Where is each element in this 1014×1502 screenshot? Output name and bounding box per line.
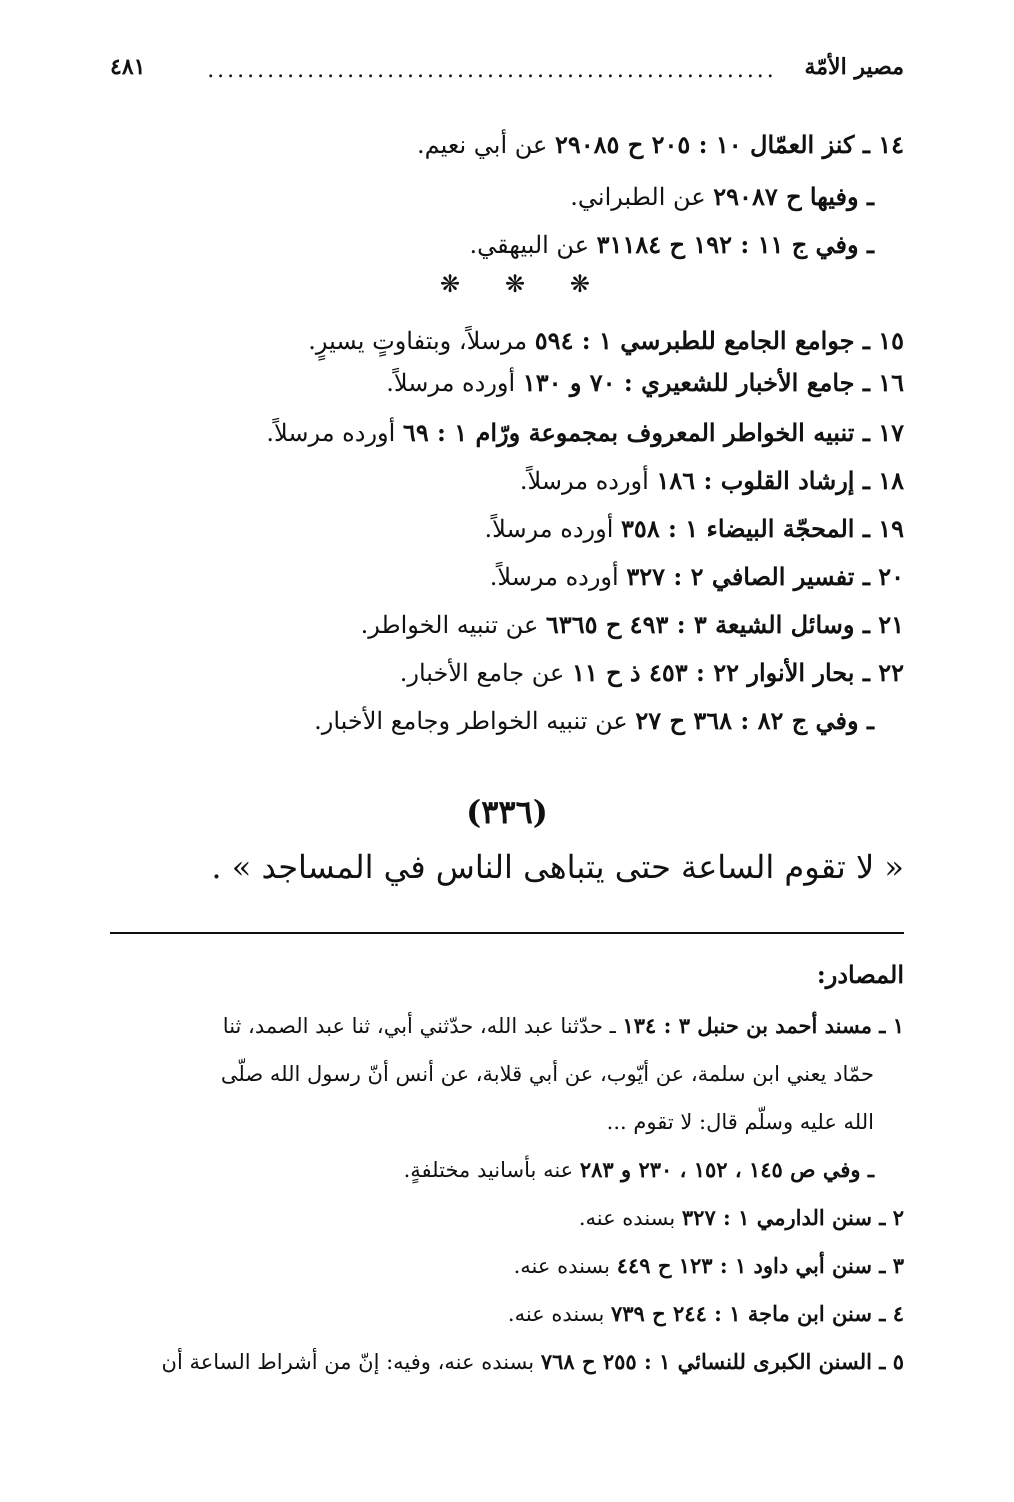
source-line: ١٦ ـ جامع الأخبار للشعيري : ٧٠ و ١٣٠ أورده مرسلاً.	[386, 368, 904, 397]
star-icon: ❋	[440, 270, 461, 298]
source-line: ١٩ ـ المحجّة البيضاء ١ : ٣٥٨ أورده مرسلاً.	[484, 514, 904, 543]
source-line: ٢٢ ـ بحار الأنوار ٢٢ : ٤٥٣ ذ ح ١١ عن جامع الأخبار.	[399, 658, 904, 687]
section-separator	[440, 270, 590, 298]
footnote-line: ـ وفي ص ١٤٥ ، ١٥٢ ، ٢٣٠ و ٢٨٣ عنه بأسانيد مختلفةٍ.	[403, 1157, 874, 1182]
footnote-line: الله عليه وسلّم قال: لا تقوم ...	[606, 1110, 874, 1134]
footnote-divider	[110, 932, 904, 934]
source-line: ـ وفي ج ١١ : ١٩٢ ح ٣١١٨٤ عن البيهقي.	[469, 230, 874, 259]
page-number: ٤٨١	[110, 54, 146, 80]
source-line: ـ وفي ج ٨٢ : ٣٦٨ ح ٢٧ عن تنبيه الخواطر وجامع الأخبار.	[314, 706, 874, 735]
footnote-line: ٣ ـ سنن أبي داود ١ : ١٢٣ ح ٤٤٩ بسنده عنه.	[513, 1253, 904, 1278]
footnote-line: ١ ـ مسند أحمد بن حنبل ٣ : ١٣٤ ـ حدّثنا عبد الله، حدّثني أبي، ثنا عبد الصمد، ثنا	[222, 1013, 904, 1038]
source-line: ١٧ ـ تنبيه الخواطر المعروف بمجموعة ورّام ١ : ٦٩ أورده مرسلاً.	[266, 418, 904, 447]
header-title: مصير الأمّة	[804, 54, 904, 80]
star-icon: ❋	[504, 270, 526, 298]
source-line: ١٥ ـ جوامع الجامع للطبرسي ١ : ٥٩٤ مرسلاً، وبتفاوتٍ يسيرٍ.	[308, 326, 904, 355]
hadith-number: (٣٣٦)	[466, 793, 548, 831]
source-line: ـ وفيها ح ٢٩٠٨٧ عن الطبراني.	[570, 182, 874, 211]
footnote-line: ٢ ـ سنن الدارمي ١ : ٣٢٧ بسنده عنه.	[578, 1205, 904, 1230]
running-header	[110, 48, 904, 88]
footnote-line: ٤ ـ سنن ابن ماجة ١ : ٢٤٤ ح ٧٣٩ بسنده عنه.	[507, 1301, 904, 1326]
hadith-text: « لا تقوم الساعة حتى يتباهى الناس في المساجد » .	[211, 848, 904, 886]
footnote-line: حمّاد يعني ابن سلمة، عن أيّوب، عن أبي قلابة، عن أنس أنّ رسول الله صلّى	[220, 1062, 874, 1086]
header-leader-dots: .........................................................	[207, 58, 777, 83]
star-icon: ❋	[569, 270, 590, 298]
source-line: ١٨ ـ إرشاد القلوب : ١٨٦ أورده مرسلاً.	[519, 466, 904, 495]
source-line: ٢١ ـ وسائل الشيعة ٣ : ٤٩٣ ح ٦٣٦٥ عن تنبيه الخواطر.	[360, 610, 904, 639]
footnote-line: ٥ ـ السنن الكبرى للنسائي ١ : ٢٥٥ ح ٧٦٨ بسنده عنه، وفيه: إنّ من أشراط الساعة أن	[161, 1349, 904, 1374]
source-line: ٢٠ ـ تفسير الصافي ٢ : ٣٢٧ أورده مرسلاً.	[489, 562, 904, 591]
source-line: ١٤ ـ كنز العمّال ١٠ : ٢٠٥ ح ٢٩٠٨٥ عن أبي نعيم.	[417, 130, 904, 159]
sources-heading: المصادر:	[816, 960, 904, 989]
